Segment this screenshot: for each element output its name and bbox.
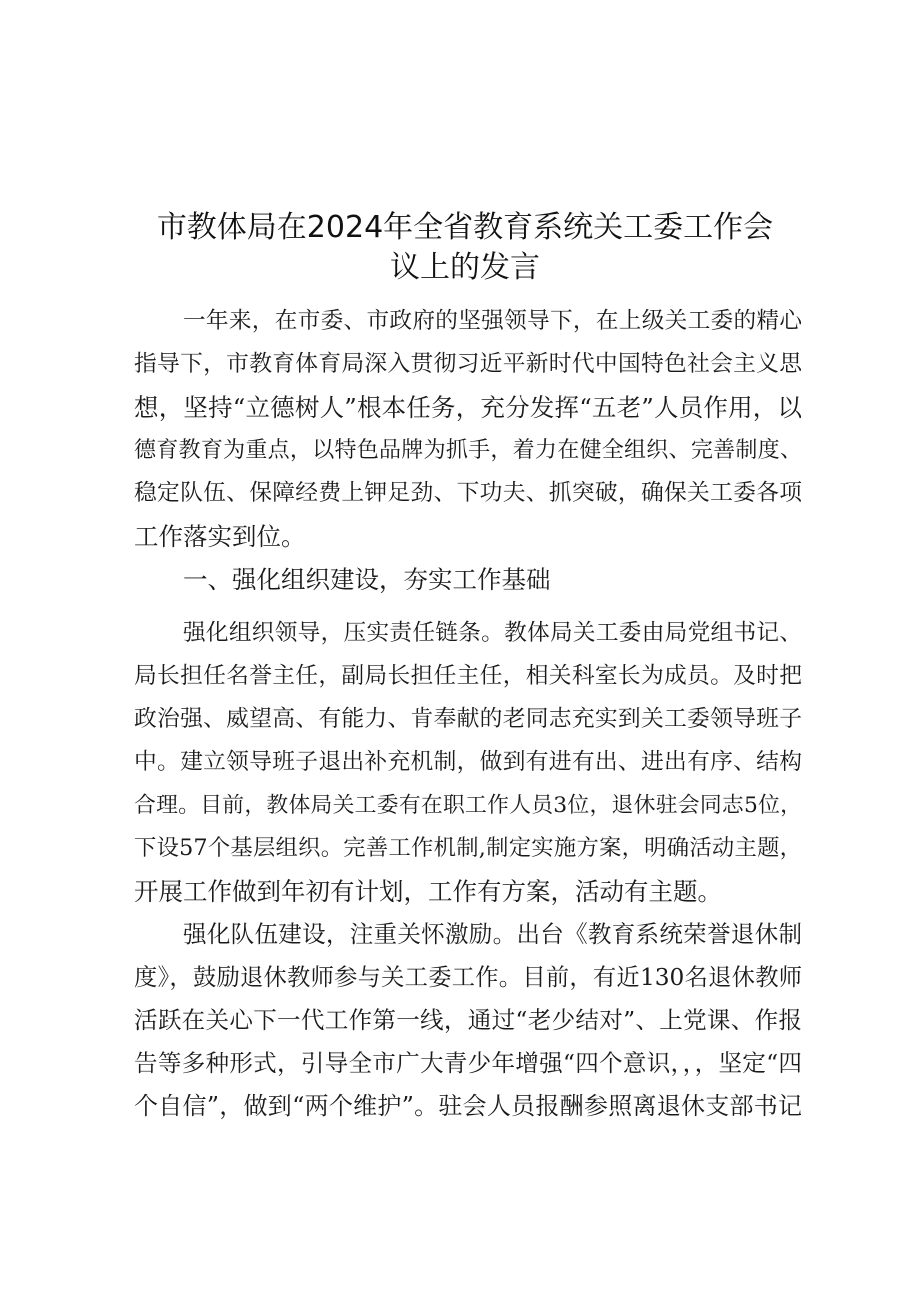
paragraph-line: 政治强、威望高、有能力、肯奉献的老同志充实到关工委领导班子 <box>134 706 802 732</box>
paragraph-line: 一年来，在市委、市政府的坚强领导下，在上级关工委的精心 <box>183 308 802 334</box>
paragraph-line: 中。建立领导班子退出补充机制，做到有进有出、进出有序、结构 <box>134 749 802 775</box>
title-line-2: 议上的发言 <box>390 250 540 285</box>
paragraph-line: 下设57个基层组织。完善工作机制,制定实施方案，明确活动主题， <box>134 835 802 861</box>
paragraph-line: 局长担任名誉主任，副局长担任主任，相关科室长为成员。及时把 <box>134 663 802 689</box>
paragraph-line: 强化队伍建设，注重关怀激励。出台《教育系统荣誉退休制 <box>183 920 802 948</box>
paragraph-line: 个自信”，做到“两个维护”。驻会人员报酬参照离退休支部书记 <box>134 1092 802 1120</box>
paragraph-organization <box>134 612 802 913</box>
paragraph-line: 稳定队伍、保障经费上钾足劲、下功夫、抓突破，确保关工委各项 <box>134 480 802 506</box>
paragraph-team <box>134 913 802 1128</box>
paragraph-line: 强化组织领导，压实责任链条。教体局关工委由局党组书记、 <box>183 620 802 646</box>
paragraph-line: 德育教育为重点，以特色品牌为抓手，着力在健全组织、完善制度、 <box>134 438 802 463</box>
paragraph-intro <box>134 300 802 558</box>
paragraph-line: 开展工作做到年初有计划，工作有方案，活动有主题。 <box>134 877 722 906</box>
paragraph-line: 告等多种形式，引导全市广大青少年增强“四个意识，，，坚定“四 <box>134 1049 802 1077</box>
section-heading-text: 一、强化组织建设，夯实工作基础 <box>183 565 551 594</box>
section-heading-1 <box>134 558 802 601</box>
paragraph-line: 活跃在关心下一代工作第一线，通过“老少结对”、上党课、作报 <box>134 1006 802 1034</box>
paragraph-line: 想，坚持“立德树人”根本任务，充分发挥“五老”人员作用，以 <box>134 393 802 422</box>
paragraph-line: 指导下，市教育体育局深入贯彻习近平新时代中国特色社会主义思 <box>134 351 802 377</box>
title-line-1: 市教体局在2024年全省教育系统关工委工作会 <box>156 210 774 245</box>
paragraph-line: 工作落实到位。 <box>134 522 306 551</box>
document-title <box>130 208 800 288</box>
paragraph-line: 合理。目前，教体局关工委有在职工作人员3位，退休驻会同志5位， <box>134 793 802 818</box>
paragraph-line: 度》，鼓励退休教师参与关工委工作。目前，有近130名退休教师 <box>134 964 802 991</box>
